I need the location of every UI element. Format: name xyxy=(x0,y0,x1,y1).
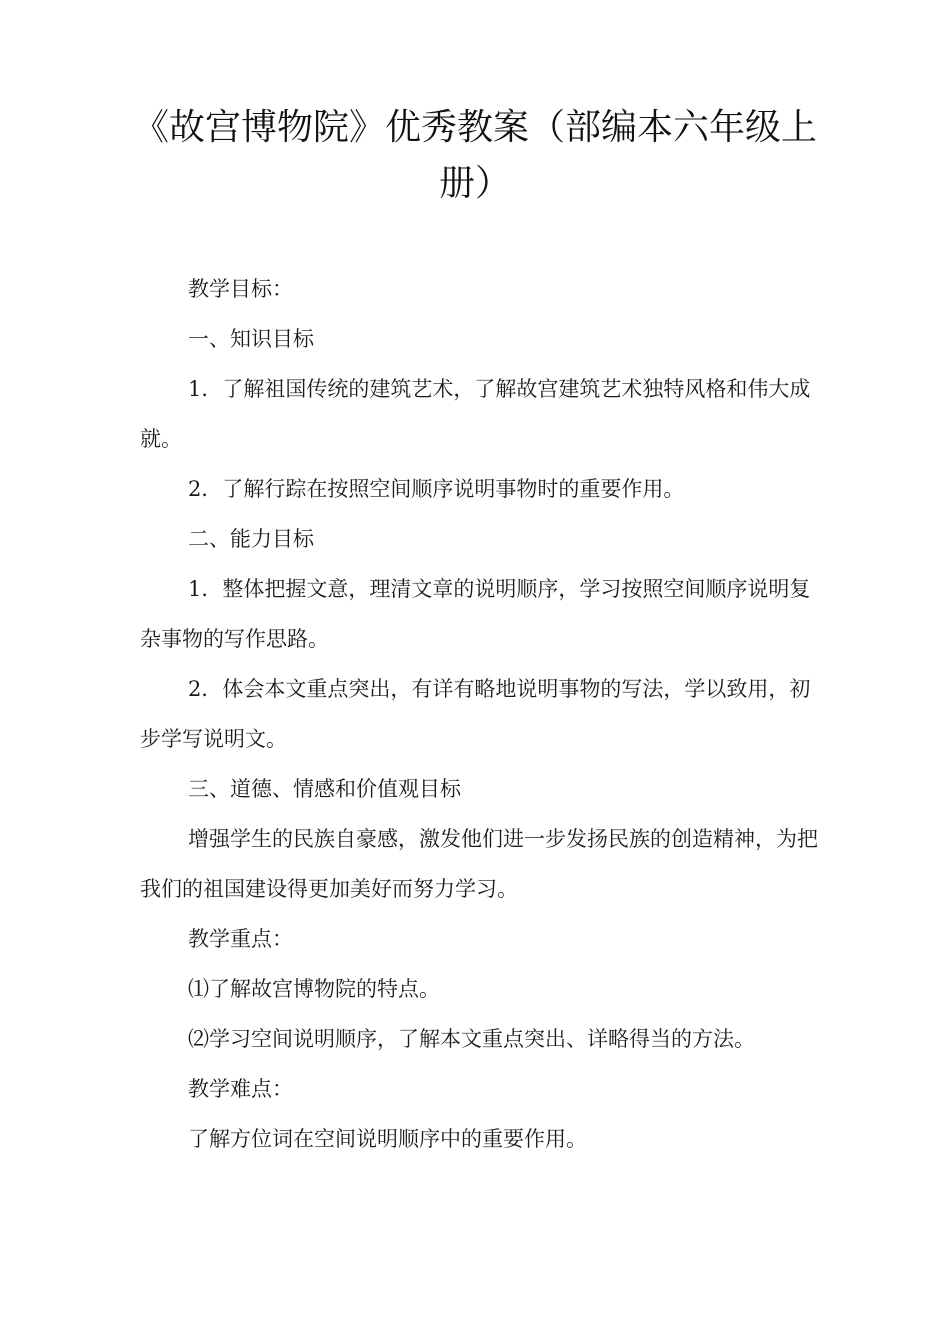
subheading-moral-goals: 三、道德、情感和价值观目标 xyxy=(188,777,461,801)
moral-goal-text: 增强学生的民族自豪感，激发他们进一步发扬民族的创造精神，为把我们的祖国建设得更加美好而努力学习。 xyxy=(140,827,818,901)
section-heading-difficulties: 教学难点： xyxy=(188,1077,293,1101)
section-heading-teaching-goals: 教学目标： xyxy=(188,277,293,301)
key-point-item-1: ⑴了解故宫博物院的特点。 xyxy=(188,977,440,1001)
difficulty-text: 了解方位词在空间说明顺序中的重要作用。 xyxy=(188,1127,587,1151)
ability-goal-item-1: 1．整体把握文意，理清文章的说明顺序，学习按照空间顺序说明复杂事物的写作思路。 xyxy=(140,577,811,651)
knowledge-goal-item-2: 2．了解行踪在按照空间顺序说明事物时的重要作用。 xyxy=(188,477,685,501)
document-body xyxy=(140,264,820,1164)
subheading-knowledge-goals: 一、知识目标 xyxy=(188,327,314,351)
document-title: 《故宫博物院》优秀教案（部编本六年级上册） xyxy=(132,107,817,204)
ability-goal-item-2: 2．体会本文重点突出，有详有略地说明事物的写法，学以致用，初步学写说明文。 xyxy=(140,677,811,751)
knowledge-goal-item-1: 1．了解祖国传统的建筑艺术，了解故宫建筑艺术独特风格和伟大成就。 xyxy=(140,377,811,451)
subheading-ability-goals: 二、能力目标 xyxy=(188,527,314,551)
section-heading-key-points: 教学重点： xyxy=(188,927,293,951)
key-point-item-2: ⑵学习空间说明顺序，了解本文重点突出、详略得当的方法。 xyxy=(188,1027,755,1051)
